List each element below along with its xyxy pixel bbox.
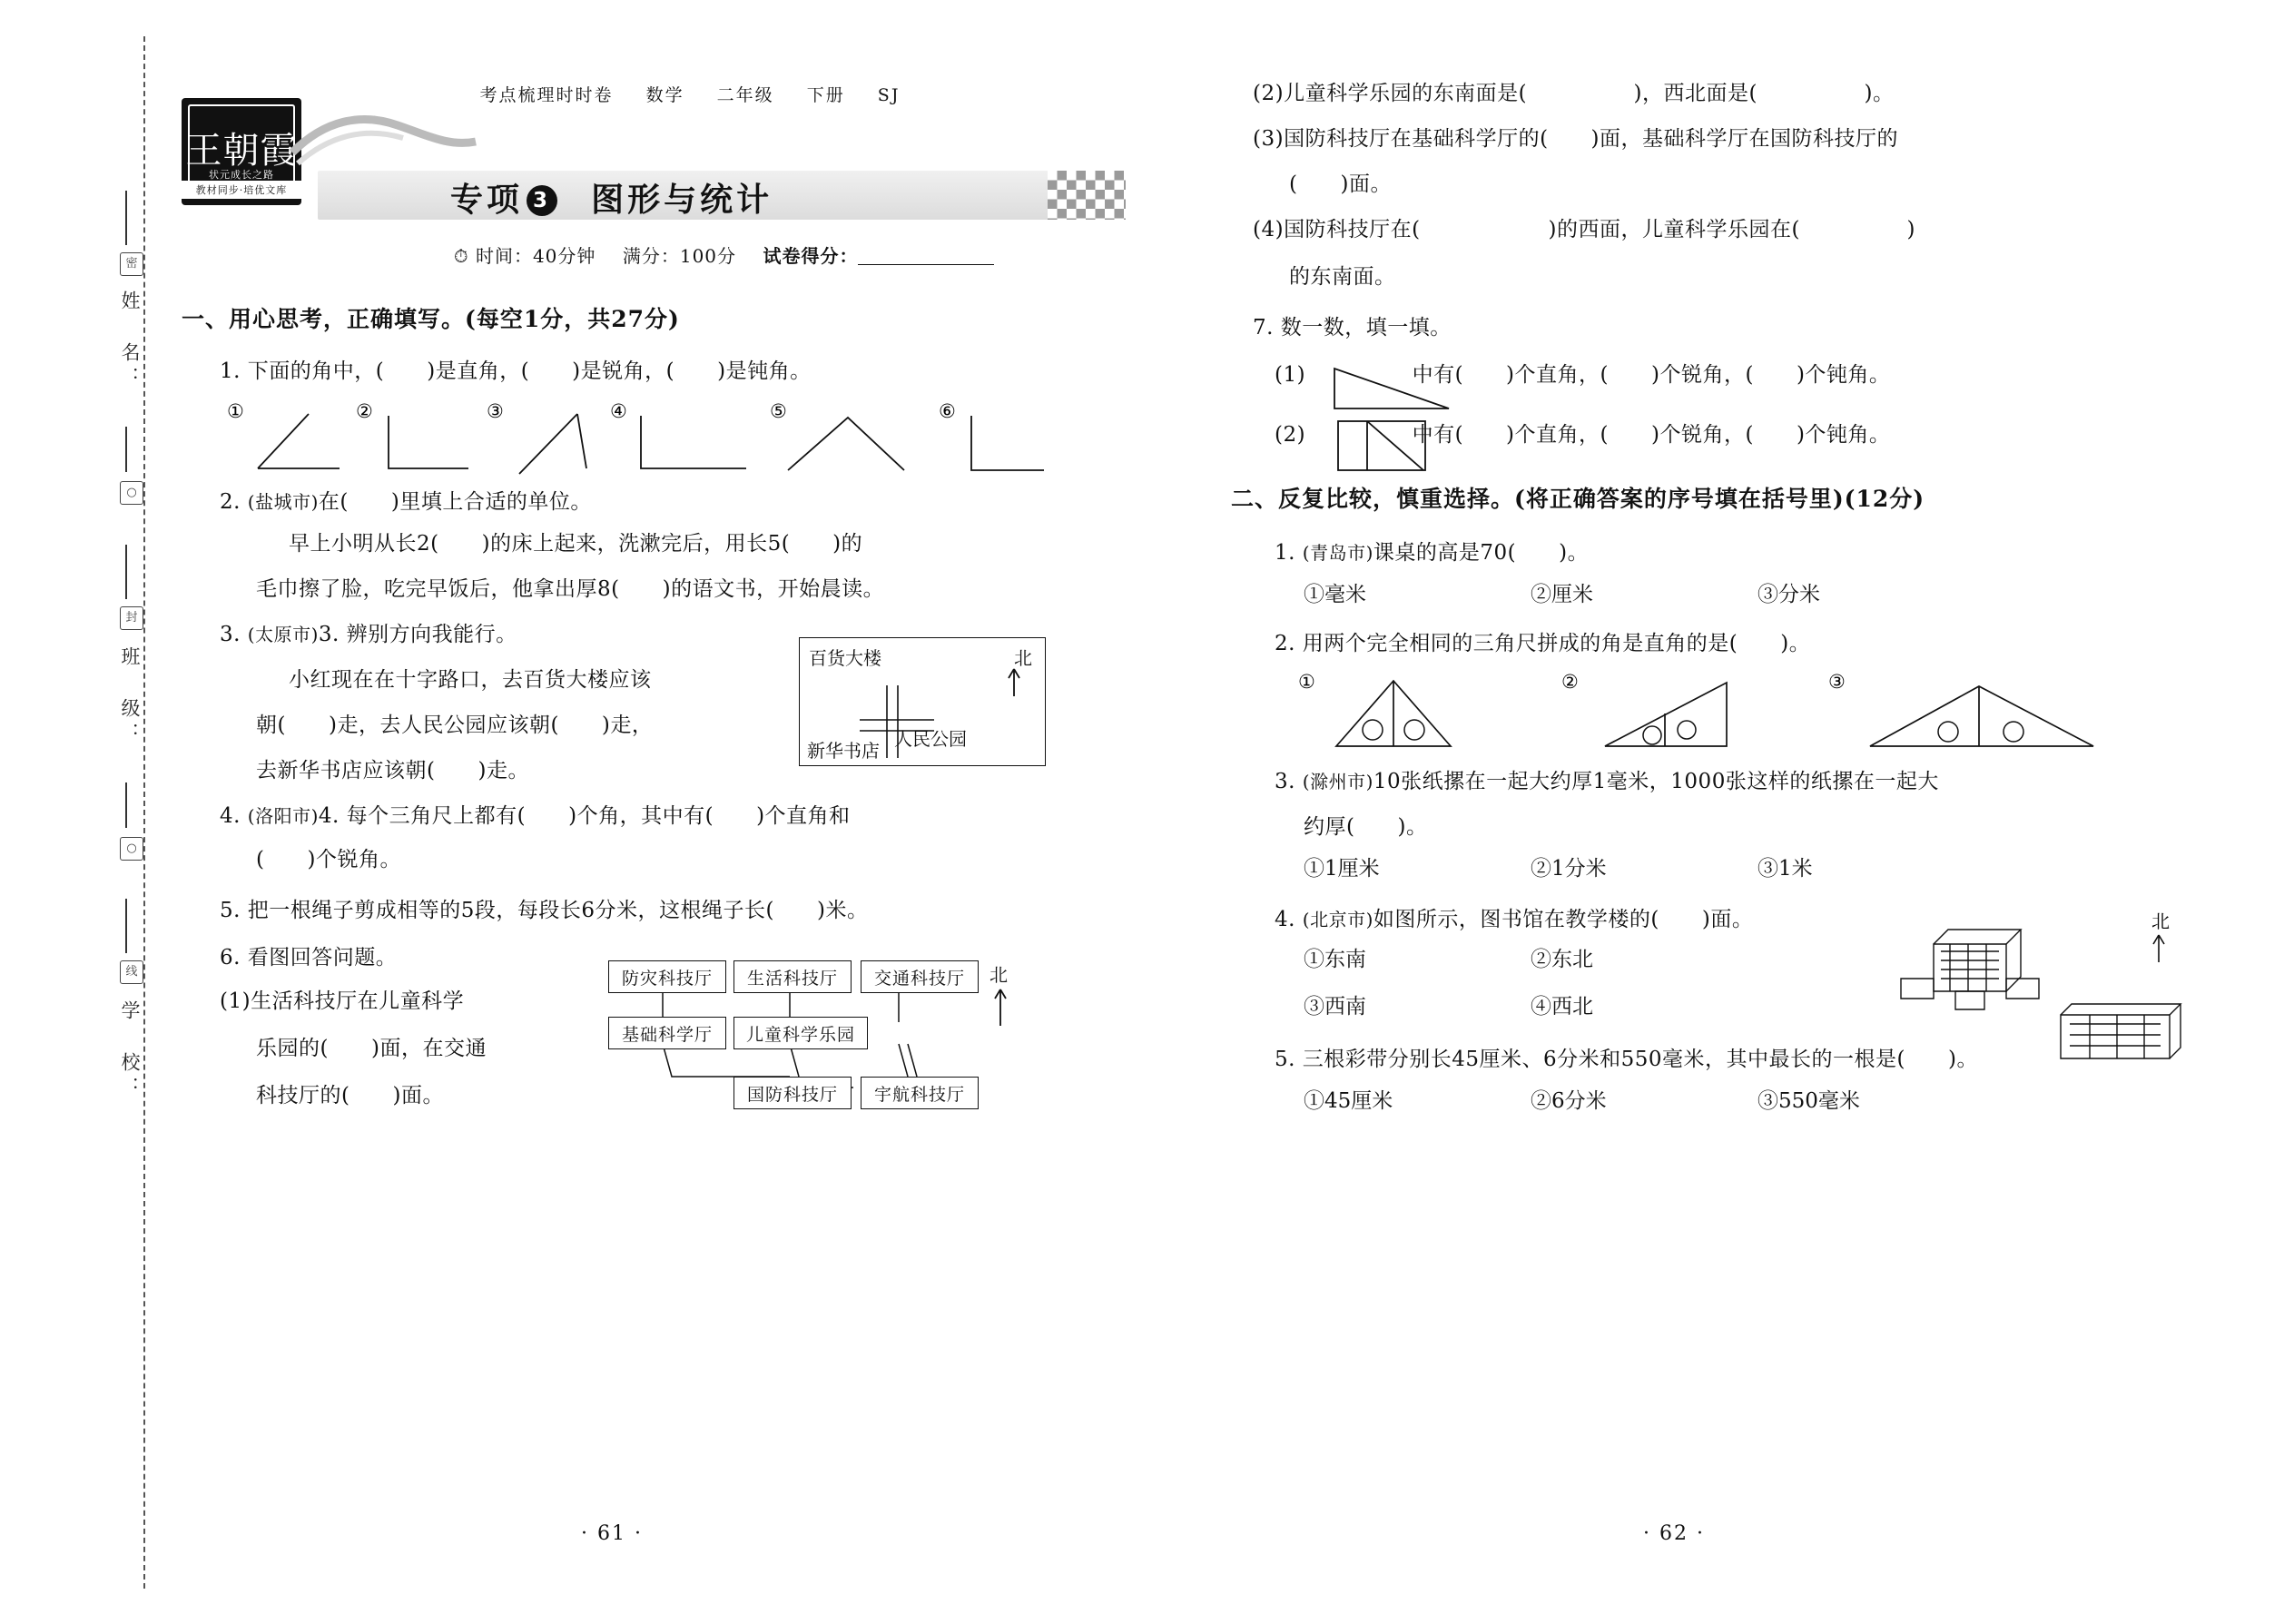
q2-line3: 毛巾擦了脸，吃完早饭后，他拿出厚8( )的语文书，开始晨读。 — [256, 577, 885, 601]
s2-q1-option-b[interactable]: ②厘米 — [1531, 583, 1593, 606]
left-page-column — [182, 64, 1135, 1570]
q6-box-defense-hall: 国防科技厅 — [733, 1077, 852, 1109]
q4-text: 4. 每个三角尺上都有( )个角，其中有( )个直角和 — [318, 804, 851, 828]
s2-q2-figures — [1289, 666, 2179, 757]
side-rule-4 — [125, 782, 127, 828]
q3-map-label-peoples-park: 人民公园 — [894, 728, 967, 750]
svg-text:②: ② — [356, 400, 373, 422]
s2-q4-body: 如图所示，图书馆在教学楼的( )面。 — [1373, 908, 1754, 931]
s2-q4-options-row2 — [1304, 989, 1885, 1019]
svg-text:①: ① — [227, 400, 244, 422]
svg-text:③: ③ — [1828, 671, 1846, 693]
header-edition: SJ — [877, 85, 901, 105]
q6-box-life-hall: 生活科技厅 — [733, 960, 852, 993]
s2-q5-text: 5. 三根彩带分别长45厘米、6分米和550毫米，其中最长的一根是( )。 — [1275, 1048, 1979, 1071]
q7-lead: 7. 数一数，填一填。 — [1253, 316, 1452, 340]
header-grade: 二年级 — [716, 85, 774, 105]
ribbon-decoration — [289, 111, 479, 174]
s2-q1-city: ( 青岛市 ) — [1303, 542, 1373, 564]
side-rule-1 — [125, 191, 127, 245]
s2-q4-text — [1275, 899, 1753, 940]
svg-text:①: ① — [1298, 671, 1315, 693]
header-series: 考点梳理时时卷 — [479, 85, 614, 105]
logo-title: 王朝霞 — [185, 130, 298, 172]
checker-decoration — [1048, 171, 1126, 220]
section1-heading: 一、用心思考，正确填写。(每空1分，共27分) — [182, 306, 680, 332]
q2-city: ( 盐城市 ) — [248, 491, 319, 513]
page-title-number: 3 — [527, 185, 557, 216]
seal-mark-2: ○ — [120, 481, 143, 505]
q2-line1 — [220, 481, 592, 523]
s2-q3-line1 — [1275, 761, 1939, 802]
svg-text:⑥: ⑥ — [939, 400, 956, 422]
s2-q5-option-c[interactable]: ③550毫米 — [1757, 1089, 1860, 1113]
s2-q4-number: 4. — [1275, 908, 1303, 931]
s2-q3-option-b[interactable]: ②1分米 — [1531, 857, 1607, 881]
q6-p1-l2: 乐园的( )面，在交通 — [256, 1037, 487, 1060]
meta-time: ⏱ 时间：40分钟 — [454, 245, 596, 267]
right-page-number: · 62 · — [1643, 1522, 1705, 1545]
page-title-prefix: 专项 — [450, 181, 524, 219]
s2-q1-options — [1304, 577, 2121, 607]
q2-line2: 早上小明从长2( )的床上起来，洗漱完后，用长5( )的 — [289, 532, 863, 556]
q7-p2: (2) 中有( )个直角，( )个锐角，( )个钝角。 — [1275, 423, 1891, 447]
svg-text:③: ③ — [487, 400, 504, 422]
q6-p3-l2: ( )面。 — [1289, 172, 1392, 196]
page-header — [363, 82, 1017, 106]
svg-text:北: 北 — [2151, 910, 2170, 932]
q7-p1: (1) 中有( )个直角，( )个锐角，( )个钝角。 — [1275, 363, 1891, 387]
q6-box-traffic-hall: 交通科技厅 — [861, 960, 979, 993]
meta-total: 满分：100分 — [622, 245, 737, 267]
s2-q3-option-a[interactable]: ①1厘米 — [1304, 857, 1380, 881]
seal-mark-3: 封 — [120, 606, 143, 630]
q3-direction-map — [799, 637, 1046, 766]
q3-map-north-arrow — [1007, 667, 1021, 702]
s2-q1-option-a[interactable]: ①毫米 — [1304, 583, 1366, 606]
meta-score-blank[interactable] — [858, 246, 994, 265]
q3-number: 3. — [220, 623, 248, 646]
brand-logo — [182, 98, 301, 205]
s2-q3-city: ( 滁州市 ) — [1303, 771, 1373, 792]
q7-figure-triangle-obtuse — [1331, 363, 1452, 416]
q6-lead: 6. 看图回答问题。 — [220, 946, 398, 969]
s2-q4-options-row1 — [1304, 942, 1885, 972]
q4-line1 — [220, 795, 851, 837]
s2-q4-option-c[interactable]: ③西南 — [1304, 995, 1366, 1019]
q6-box-basic-science-hall: 基础科学厅 — [608, 1017, 726, 1049]
svg-text:②: ② — [1561, 671, 1579, 693]
s2-q5-options — [1304, 1084, 2121, 1114]
svg-text:⑤: ⑤ — [770, 400, 787, 422]
logo-subtitle: 状元成长之路 — [209, 169, 274, 181]
q6-box-disaster-hall: 防灾科技厅 — [608, 960, 726, 993]
binding-dashed-line — [143, 36, 145, 1589]
left-page-number: · 61 · — [581, 1522, 643, 1545]
logo-tagline: 教材同步·培优文库 — [182, 181, 301, 199]
svg-text:④: ④ — [610, 400, 627, 422]
seal-mark-1: 密 — [120, 252, 143, 276]
side-rule-5 — [125, 899, 127, 953]
q3-map-crossroad — [856, 682, 938, 765]
q3-city: ( 太原市 ) — [248, 624, 319, 645]
page-title — [450, 174, 773, 221]
q3-line3: 朝( )走，去人民公园应该朝( )走， — [256, 714, 654, 737]
q1-angle-figures — [222, 398, 1093, 479]
q6-map-north-arrow — [993, 988, 1008, 1031]
meta-score-label: 试卷得分： — [763, 245, 859, 267]
s2-q4-option-d[interactable]: ④西北 — [1531, 995, 1593, 1019]
q3-map-label-department-store: 百货大楼 — [809, 647, 881, 669]
q4-line2: ( )个锐角。 — [256, 848, 401, 871]
side-label-class: 班 级： — [119, 646, 141, 747]
q6-tech-park-map — [608, 960, 1117, 1142]
section2-heading: 二、反复比较，慎重选择。(将正确答案的序号填在括号里)(12分) — [1231, 486, 1925, 512]
q6-p4-l1: (4)国防科技厅在( )的西面，儿童科学乐园在( ) — [1253, 218, 1915, 241]
s2-q2-text: 2. 用两个完全相同的三角尺拼成的角是直角的是( )。 — [1275, 632, 1811, 655]
s2-q3-body: 10张纸摞在一起大约厚1毫米，1000张这样的纸摞在一起大 — [1373, 770, 1939, 793]
q2-number: 2. — [220, 490, 248, 514]
page-title-text: 图形与统计 — [591, 181, 773, 219]
header-volume: 下册 — [806, 85, 845, 105]
seal-mark-5: 线 — [120, 960, 143, 984]
s2-q3-line2: 约厚( )。 — [1304, 815, 1428, 839]
header-subject: 数学 — [645, 85, 684, 105]
s2-q1-body: 课桌的高是70( )。 — [1373, 541, 1590, 565]
q6-p4-l2: 的东南面。 — [1289, 265, 1396, 289]
q3-text: 3. 辨别方向我能行。 — [318, 623, 517, 646]
q3-line1 — [220, 614, 517, 655]
right-page-column — [1231, 64, 2206, 1570]
s2-q4-city: ( 北京市 ) — [1303, 909, 1373, 930]
q3-line2: 小红现在在十字路口，去百货大楼应该 — [289, 668, 652, 692]
q6-p3-l1: (3)国防科技厅在基础科学厅的( )面，基础科学厅在国防科技厅的 — [1253, 127, 1899, 151]
q6-p1-l3: 科技厅的( )面。 — [256, 1084, 444, 1107]
side-label-school: 学 校： — [119, 1000, 141, 1101]
q6-map-north-label: 北 — [989, 964, 1008, 986]
q3-map-north-label: 北 — [1014, 647, 1032, 669]
q6-p1-l1: (1)生活科技厅在儿童科学 — [220, 989, 465, 1013]
q4-number: 4. — [220, 804, 248, 828]
q1-text: 1. 下面的角中，( )是直角，( )是锐角，( )是钝角。 — [220, 359, 812, 383]
s2-q5-option-a[interactable]: ①45厘米 — [1304, 1089, 1393, 1113]
exam-meta — [454, 241, 994, 268]
q6-box-children-park: 儿童科学乐园 — [733, 1017, 868, 1049]
q6-p2: (2)儿童科学乐园的东南面是( )，西北面是( )。 — [1253, 82, 1895, 105]
s2-q3-options — [1304, 851, 2121, 881]
q2-text: 在( )里填上合适的单位。 — [318, 490, 592, 514]
q3-map-label-xinhua-bookstore: 新华书店 — [807, 740, 880, 762]
s2-q1-text — [1275, 532, 1589, 574]
seal-mark-4: ○ — [120, 837, 143, 861]
s2-q1-option-c[interactable]: ③分米 — [1757, 583, 1820, 606]
side-label-name: 姓 名： — [119, 290, 141, 391]
q4-city: ( 洛阳市 ) — [248, 805, 319, 827]
s2-q4-option-b[interactable]: ②东北 — [1531, 948, 1593, 971]
q6-box-aerospace-hall: 宇航科技厅 — [861, 1077, 979, 1109]
s2-q3-option-c[interactable]: ③1米 — [1757, 857, 1813, 881]
s2-q4-option-a[interactable]: ①东南 — [1304, 948, 1366, 971]
side-rule-3 — [125, 545, 127, 599]
q7-figure-right-triangle-box — [1336, 419, 1427, 476]
side-rule-2 — [125, 427, 127, 472]
s2-q1-number: 1. — [1275, 541, 1303, 565]
s2-q3-number: 3. — [1275, 770, 1303, 793]
q5-text: 5. 把一根绳子剪成相等的5段，每段长6分米，这根绳子长( )米。 — [220, 899, 869, 922]
q3-line4: 去新华书店应该朝( )走。 — [256, 759, 529, 782]
s2-q5-option-b[interactable]: ②6分米 — [1531, 1089, 1607, 1113]
